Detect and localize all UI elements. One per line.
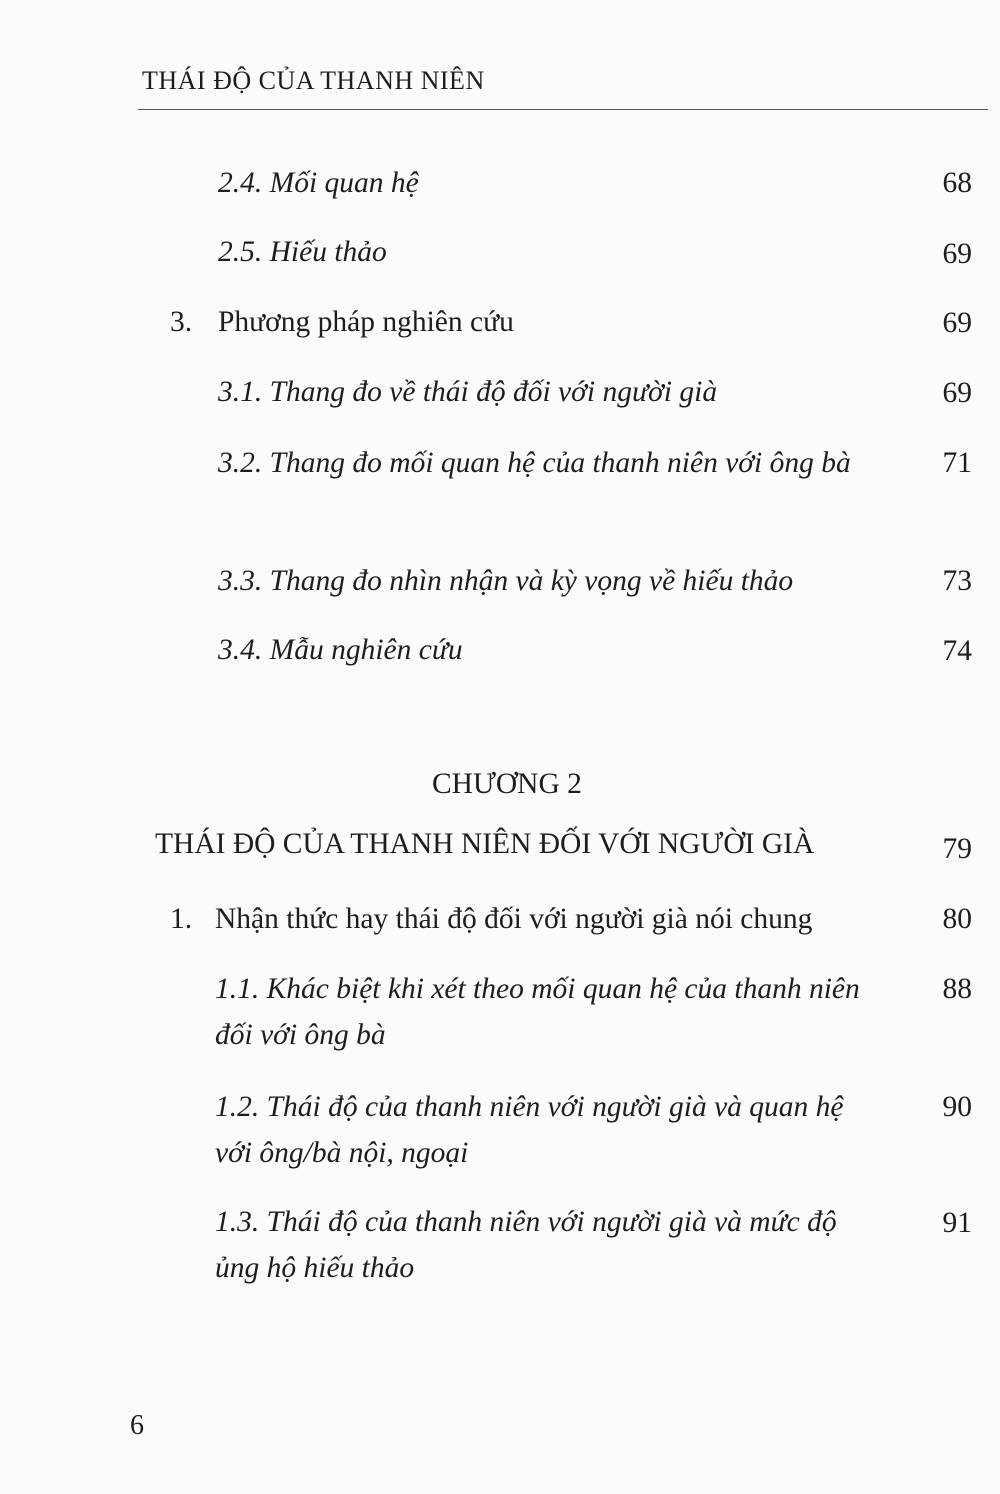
chapter-title: THÁI ĐỘ CỦA THANH NIÊN ĐỐI VỚI NGƯỜI GIÀ <box>155 828 815 860</box>
toc-page-number: 91 <box>942 1207 972 1239</box>
toc-page-number: 68 <box>942 167 972 199</box>
toc-page-number: 69 <box>942 377 972 409</box>
toc-entry-text: 3.3. Thang đo nhìn nhận và kỳ vọng về hiếu thảo <box>218 565 794 597</box>
chapter-label: CHƯƠNG 2 <box>432 768 582 800</box>
toc-entry-text: Nhận thức hay thái độ đối với người già nói chung <box>215 903 813 935</box>
toc-page-number: 69 <box>942 238 972 270</box>
toc-entry-number: 3. <box>170 306 193 338</box>
toc-page-number: 88 <box>942 973 972 1005</box>
toc-entry-text: Phương pháp nghiên cứu <box>218 306 514 338</box>
toc-entry-text: 3.4. Mẫu nghiên cứu <box>218 634 463 666</box>
toc-entry-text: 1.1. Khác biệt khi xét theo mối quan hệ của thanh niên đối với ông bà <box>215 973 860 1051</box>
toc-page-number: 69 <box>942 307 972 339</box>
toc-entry-text: 3.1. Thang đo về thái độ đối với người già <box>218 376 718 408</box>
toc-entry-text: 2.4. Mối quan hệ <box>218 167 419 199</box>
toc-page-number: 79 <box>942 833 972 865</box>
toc-page-number: 73 <box>942 565 972 597</box>
toc-page-number: 71 <box>942 447 972 479</box>
toc-entry-text: 2.5. Hiếu thảo <box>218 236 387 268</box>
toc-entry-text: 1.2. Thái độ của thanh niên với người già và quan hệ với ông/bà nội, ngoại <box>215 1091 844 1169</box>
toc-entry-text: 3.2. Thang đo mối quan hệ của thanh niên với ông bà <box>218 447 851 479</box>
toc-entry-number: 1. <box>170 903 193 935</box>
toc-page-number: 74 <box>942 635 972 667</box>
page-folio: 6 <box>130 1410 144 1441</box>
toc-page-number: 80 <box>942 903 972 935</box>
toc-page-number: 90 <box>942 1091 972 1123</box>
toc-entry-text: 1.3. Thái độ của thanh niên với người già và mức độ ủng hộ hiếu thảo <box>215 1206 837 1284</box>
header-rule <box>138 109 988 110</box>
running-header: THÁI ĐỘ CỦA THANH NIÊN <box>142 66 485 95</box>
